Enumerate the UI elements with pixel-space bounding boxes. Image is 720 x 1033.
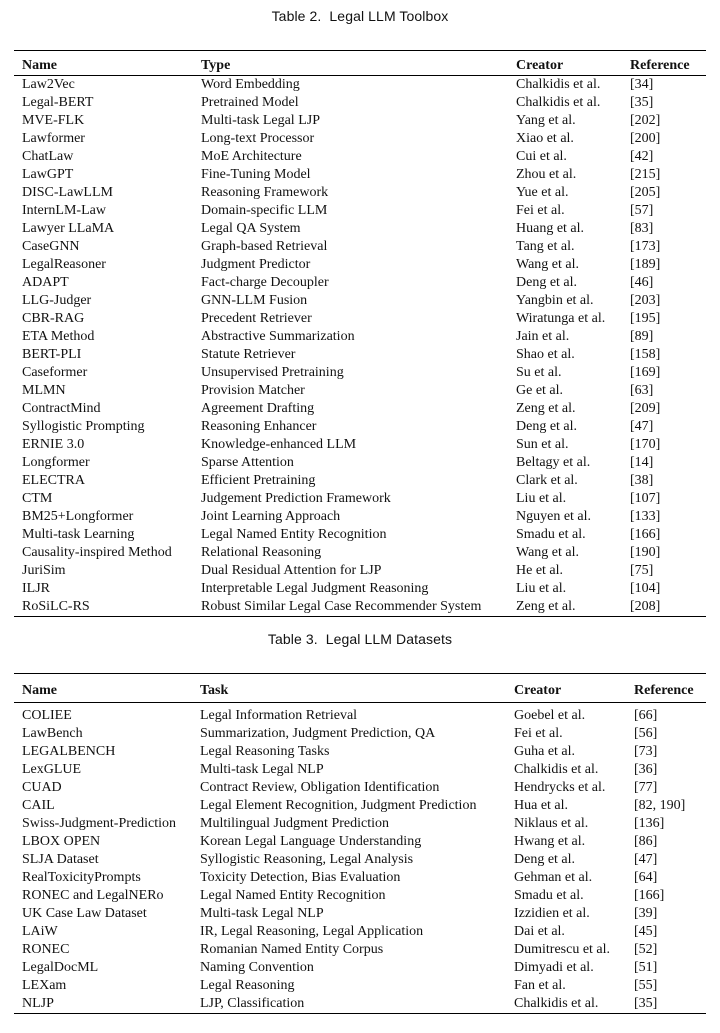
cell-creator: Clark et al. [516, 473, 578, 488]
cell-creator: Jain et al. [516, 329, 570, 344]
cell-reference: [36] [634, 762, 658, 777]
cell-type: Joint Learning Approach [201, 509, 341, 524]
toolbox-caption [0, 8, 720, 24]
cell-name: BM25+Longformer [22, 509, 134, 524]
cell-name: InternLM-Law [22, 203, 106, 218]
column-header-reference: Reference [634, 674, 706, 703]
cell-creator: Chalkidis et al. [514, 996, 599, 1011]
cell-reference: [166] [630, 527, 661, 542]
table-row [14, 869, 706, 887]
cell-creator: Xiao et al. [516, 131, 574, 146]
table-row [14, 779, 706, 797]
cell-name: ADAPT [22, 275, 69, 290]
cell-creator: He et al. [516, 563, 564, 578]
cell-name: LLG-Judger [22, 293, 92, 308]
cell-creator: Deng et al. [514, 852, 576, 867]
cell-reference: [51] [634, 960, 658, 975]
cell-type: Korean Legal Language Understanding [200, 834, 422, 849]
cell-creator: Deng et al. [516, 275, 578, 290]
column-header-type: Type [201, 51, 516, 76]
cell-reference: [83] [630, 221, 654, 236]
table-row [14, 725, 706, 743]
cell-creator: Chalkidis et al. [514, 762, 599, 777]
cell-reference: [66] [634, 708, 658, 723]
cell-reference: [52] [634, 942, 658, 957]
cell-type: Multi-task Legal NLP [200, 762, 324, 777]
table-row [14, 977, 706, 995]
cell-name: Law2Vec [22, 77, 75, 92]
table-row [14, 364, 706, 382]
cell-creator: Wang et al. [516, 545, 580, 560]
cell-name: CBR-RAG [22, 311, 85, 326]
toolbox-table [14, 50, 706, 617]
cell-reference: [89] [630, 329, 654, 344]
cell-type: Abstractive Summarization [201, 329, 355, 344]
cell-creator: Yang et al. [516, 113, 576, 128]
table-row [14, 544, 706, 562]
cell-creator: Zhou et al. [516, 167, 577, 182]
cell-creator: Fan et al. [514, 978, 566, 993]
cell-name: Caseformer [22, 365, 88, 380]
cell-reference: [14] [630, 455, 654, 470]
cell-creator: Chalkidis et al. [516, 95, 601, 110]
column-header-creator: Creator [516, 51, 630, 76]
cell-type: Syllogistic Reasoning, Legal Analysis [200, 852, 414, 867]
cell-creator: Smadu et al. [516, 527, 586, 542]
cell-name: RealToxicityPrompts [22, 870, 141, 885]
cell-type: Contract Review, Obligation Identification [200, 780, 440, 795]
datasets-table [14, 673, 706, 1014]
table-row [14, 112, 706, 130]
cell-name: Lawyer LLaMA [22, 221, 115, 236]
cell-reference: [82, 190] [634, 798, 686, 813]
cell-name: Multi-task Learning [22, 527, 135, 542]
cell-reference: [158] [630, 347, 661, 362]
cell-creator: Hua et al. [514, 798, 569, 813]
cell-creator: Liu et al. [516, 491, 567, 506]
cell-name: CaseGNN [22, 239, 80, 254]
cell-name: COLIEE [22, 708, 72, 723]
table-row [14, 761, 706, 779]
cell-reference: [195] [630, 311, 661, 326]
cell-type: GNN-LLM Fusion [201, 293, 308, 308]
toolbox-caption-number: Table 2. [271, 8, 322, 24]
table-row [14, 941, 706, 959]
cell-name: Longformer [22, 455, 90, 470]
cell-name: LBOX OPEN [22, 834, 101, 849]
table-row [14, 580, 706, 598]
column-header-creator: Creator [514, 674, 634, 703]
cell-creator: Yue et al. [516, 185, 569, 200]
cell-reference: [200] [630, 131, 661, 146]
cell-reference: [208] [630, 599, 661, 614]
table-row [14, 130, 706, 148]
cell-name: Swiss-Judgment-Prediction [22, 816, 176, 831]
table-row [14, 490, 706, 508]
cell-creator: Zeng et al. [516, 599, 576, 614]
cell-name: Causality-inspired Method [22, 545, 172, 560]
cell-creator: Ge et al. [516, 383, 564, 398]
cell-reference: [47] [634, 852, 658, 867]
cell-type: Romanian Named Entity Corpus [200, 942, 384, 957]
cell-type: Statute Retriever [201, 347, 296, 362]
cell-type: Provision Matcher [201, 383, 305, 398]
cell-reference: [39] [634, 906, 658, 921]
datasets-table-body [14, 703, 706, 1014]
table-row [14, 887, 706, 905]
cell-type: Graph-based Retrieval [201, 239, 328, 254]
table-header-row [14, 51, 706, 76]
cell-reference: [203] [630, 293, 661, 308]
cell-creator: Wang et al. [516, 257, 580, 272]
cell-type: Naming Convention [200, 960, 314, 975]
cell-reference: [56] [634, 726, 658, 741]
cell-name: LEGALBENCH [22, 744, 116, 759]
cell-type: Multi-task Legal NLP [200, 906, 324, 921]
cell-name: LexGLUE [22, 762, 82, 777]
cell-reference: [86] [634, 834, 658, 849]
cell-type: Multi-task Legal LJP [201, 113, 320, 128]
table-row [14, 923, 706, 941]
cell-creator: Smadu et al. [514, 888, 584, 903]
table-row [14, 526, 706, 544]
cell-name: ERNIE 3.0 [22, 437, 85, 452]
cell-creator: Deng et al. [516, 419, 578, 434]
cell-name: Syllogistic Prompting [22, 419, 145, 434]
cell-name: NLJP [22, 996, 54, 1011]
cell-type: Legal Named Entity Recognition [200, 888, 386, 903]
cell-type: LJP, Classification [200, 996, 305, 1011]
cell-reference: [104] [630, 581, 661, 596]
cell-creator: Goebel et al. [514, 708, 586, 723]
column-header-name: Name [14, 674, 200, 703]
cell-type: Legal Reasoning Tasks [200, 744, 330, 759]
cell-name: JuriSim [22, 563, 66, 578]
cell-type: Judgement Prediction Framework [201, 491, 391, 506]
cell-creator: Niklaus et al. [514, 816, 589, 831]
cell-type: Sparse Attention [201, 455, 294, 470]
cell-type: Summarization, Judgment Prediction, QA [200, 726, 436, 741]
cell-reference: [63] [630, 383, 654, 398]
table-row [14, 76, 706, 95]
cell-reference: [35] [630, 95, 654, 110]
cell-type: Domain-specific LLM [201, 203, 328, 218]
table-header-row [14, 674, 706, 703]
cell-type: Legal Element Recognition, Judgment Prediction [200, 798, 477, 813]
cell-type: Unsupervised Pretraining [201, 365, 344, 380]
cell-creator: Wiratunga et al. [516, 311, 606, 326]
cell-reference: [42] [630, 149, 654, 164]
table-row [14, 833, 706, 851]
cell-type: Interpretable Legal Judgment Reasoning [201, 581, 429, 596]
cell-name: Legal-BERT [22, 95, 94, 110]
datasets-caption [0, 631, 720, 647]
cell-name: SLJA Dataset [22, 852, 99, 867]
table-row [14, 418, 706, 436]
cell-type: Word Embedding [201, 77, 300, 92]
cell-type: MoE Architecture [201, 149, 302, 164]
cell-type: Knowledge-enhanced LLM [201, 437, 357, 452]
cell-name: ILJR [22, 581, 50, 596]
cell-type: Pretrained Model [201, 95, 299, 110]
cell-reference: [35] [634, 996, 658, 1011]
cell-reference: [75] [630, 563, 654, 578]
cell-name: ELECTRA [22, 473, 85, 488]
cell-reference: [170] [630, 437, 661, 452]
table-row [14, 328, 706, 346]
table-row [14, 184, 706, 202]
cell-type: Relational Reasoning [201, 545, 322, 560]
table-row [14, 400, 706, 418]
cell-creator: Huang et al. [516, 221, 585, 236]
column-header-reference: Reference [630, 51, 706, 76]
table-row [14, 703, 706, 726]
cell-reference: [73] [634, 744, 658, 759]
cell-creator: Zeng et al. [516, 401, 576, 416]
table-row [14, 562, 706, 580]
table-row [14, 382, 706, 400]
cell-name: MLMN [22, 383, 66, 398]
cell-reference: [47] [630, 419, 654, 434]
table-row [14, 220, 706, 238]
cell-reference: [189] [630, 257, 661, 272]
cell-reference: [46] [630, 275, 654, 290]
cell-reference: [136] [634, 816, 665, 831]
cell-creator: Cui et al. [516, 149, 567, 164]
cell-reference: [107] [630, 491, 661, 506]
table-row [14, 238, 706, 256]
cell-creator: Guha et al. [514, 744, 576, 759]
cell-name: Lawformer [22, 131, 85, 146]
cell-type: Judgment Predictor [201, 257, 311, 272]
cell-creator: Shao et al. [516, 347, 575, 362]
cell-reference: [173] [630, 239, 661, 254]
cell-creator: Dai et al. [514, 924, 565, 939]
cell-reference: [34] [630, 77, 654, 92]
table-row [14, 310, 706, 328]
cell-name: LawBench [22, 726, 83, 741]
table-row [14, 851, 706, 869]
cell-creator: Nguyen et al. [516, 509, 592, 524]
table-row [14, 815, 706, 833]
cell-name: LEXam [22, 978, 67, 993]
cell-type: Long-text Processor [201, 131, 315, 146]
cell-type: Toxicity Detection, Bias Evaluation [200, 870, 401, 885]
cell-type: Robust Similar Legal Case Recommender System [201, 599, 482, 614]
cell-creator: Beltagy et al. [516, 455, 591, 470]
datasets-caption-title: Legal LLM Datasets [325, 631, 453, 647]
cell-reference: [215] [630, 167, 661, 182]
cell-name: RONEC and LegalNERo [22, 888, 164, 903]
table-row [14, 743, 706, 761]
table-row [14, 508, 706, 526]
cell-type: Legal Reasoning [200, 978, 295, 993]
datasets-caption-number: Table 3. [267, 631, 318, 647]
cell-name: LAiW [22, 924, 58, 939]
cell-creator: Fei et al. [516, 203, 565, 218]
cell-reference: [64] [634, 870, 658, 885]
table-row [14, 905, 706, 923]
cell-name: ETA Method [22, 329, 95, 344]
table-row [14, 472, 706, 490]
cell-name: CTM [22, 491, 53, 506]
cell-creator: Gehman et al. [514, 870, 593, 885]
cell-type: Multilingual Judgment Prediction [200, 816, 389, 831]
toolbox-table-body [14, 76, 706, 617]
cell-name: ChatLaw [22, 149, 74, 164]
cell-creator: Hwang et al. [514, 834, 586, 849]
cell-reference: [169] [630, 365, 661, 380]
cell-name: LegalDocML [22, 960, 99, 975]
cell-reference: [166] [634, 888, 665, 903]
column-header-task: Task [200, 674, 514, 703]
cell-type: Legal Named Entity Recognition [201, 527, 387, 542]
cell-creator: Hendrycks et al. [514, 780, 606, 795]
cell-creator: Yangbin et al. [516, 293, 594, 308]
cell-creator: Fei et al. [514, 726, 563, 741]
cell-reference: [38] [630, 473, 654, 488]
cell-creator: Su et al. [516, 365, 562, 380]
cell-type: IR, Legal Reasoning, Legal Application [200, 924, 424, 939]
cell-type: Legal Information Retrieval [200, 708, 358, 723]
cell-reference: [45] [634, 924, 658, 939]
cell-name: LawGPT [22, 167, 74, 182]
cell-name: MVE-FLK [22, 113, 85, 128]
cell-name: CUAD [22, 780, 62, 795]
cell-reference: [202] [630, 113, 661, 128]
table-row [14, 598, 706, 617]
cell-name: DISC-LawLLM [22, 185, 113, 200]
table-row [14, 292, 706, 310]
cell-reference: [190] [630, 545, 661, 560]
table-row [14, 959, 706, 977]
cell-type: Efficient Pretraining [201, 473, 316, 488]
table-row [14, 202, 706, 220]
cell-name: LegalReasoner [22, 257, 106, 272]
cell-reference: [77] [634, 780, 658, 795]
cell-reference: [55] [634, 978, 658, 993]
table-row [14, 94, 706, 112]
table-row [14, 256, 706, 274]
table-row [14, 995, 706, 1014]
cell-type: Reasoning Framework [201, 185, 329, 200]
cell-type: Dual Residual Attention for LJP [201, 563, 382, 578]
table-row [14, 166, 706, 184]
cell-reference: [57] [630, 203, 654, 218]
table-row [14, 436, 706, 454]
table-row [14, 454, 706, 472]
cell-creator: Izzidien et al. [514, 906, 590, 921]
cell-creator: Chalkidis et al. [516, 77, 601, 92]
cell-name: CAIL [22, 798, 55, 813]
cell-reference: [209] [630, 401, 661, 416]
cell-creator: Sun et al. [516, 437, 569, 452]
cell-creator: Dumitrescu et al. [514, 942, 611, 957]
cell-creator: Dimyadi et al. [514, 960, 594, 975]
table-row [14, 346, 706, 364]
table-row [14, 274, 706, 292]
cell-name: ContractMind [22, 401, 101, 416]
cell-name: RONEC [22, 942, 70, 957]
cell-name: RoSiLC-RS [22, 599, 90, 614]
cell-reference: [205] [630, 185, 661, 200]
table-row [14, 148, 706, 166]
table-row [14, 797, 706, 815]
cell-creator: Liu et al. [516, 581, 567, 596]
column-header-name: Name [14, 51, 201, 76]
cell-type: Reasoning Enhancer [201, 419, 317, 434]
cell-creator: Tang et al. [516, 239, 575, 254]
cell-type: Agreement Drafting [201, 401, 315, 416]
cell-type: Precedent Retriever [201, 311, 312, 326]
toolbox-caption-title: Legal LLM Toolbox [329, 8, 449, 24]
cell-reference: [133] [630, 509, 661, 524]
cell-type: Legal QA System [201, 221, 301, 236]
cell-name: BERT-PLI [22, 347, 82, 362]
cell-name: UK Case Law Dataset [22, 906, 147, 921]
cell-type: Fact-charge Decoupler [201, 275, 329, 290]
cell-type: Fine-Tuning Model [201, 167, 311, 182]
